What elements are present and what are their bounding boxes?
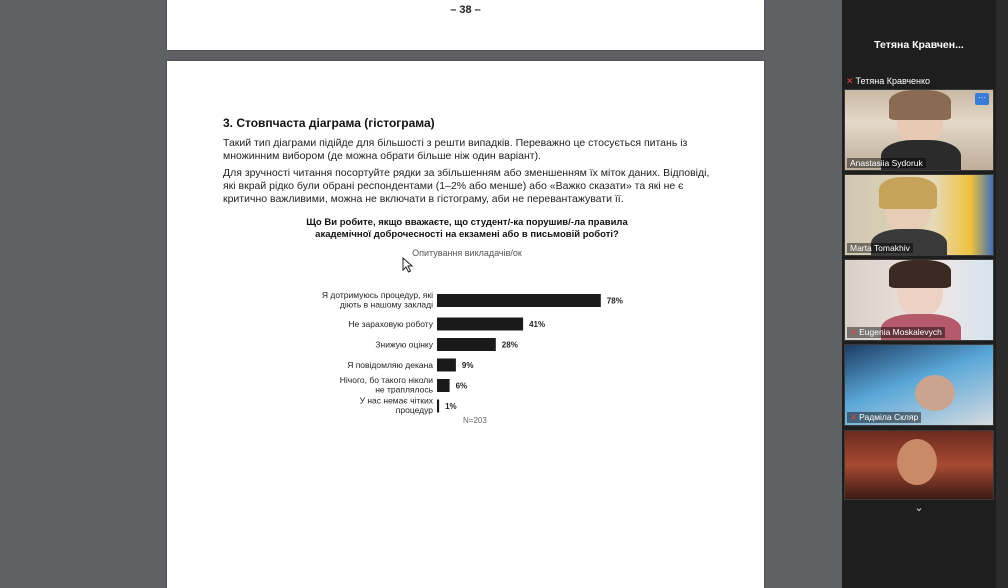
chart-subtitle: Опитування викладачів/ок [412, 248, 522, 258]
participant-tile[interactable] [844, 89, 994, 171]
bar-3 [437, 359, 456, 372]
mic-muted-icon: ✕ [850, 327, 858, 337]
more-options-button[interactable]: ··· [975, 93, 989, 105]
participant-tile[interactable] [844, 344, 994, 426]
chevron-down-icon[interactable]: ⌄ [914, 502, 924, 514]
value-label-3: 9% [461, 361, 474, 370]
paragraph-1: Такий тип діаграми підійде для більшості з решти випадків. Переважно це стосується питань із множинним вибором (де можна обрати більше ніж один варіант). [223, 137, 688, 162]
bar-1 [437, 318, 523, 331]
value-label-4: 6% [455, 381, 468, 391]
mouse-cursor-icon [402, 257, 414, 273]
active-speaker-name: Тетяна Кравчен... [874, 39, 964, 51]
participant-tile[interactable] [844, 174, 994, 256]
category-label-1: Не зараховую роботу [348, 319, 433, 329]
paragraph-2: Для зручності читання посортуйте рядки за збільшенням або зменшенням їх міток даних. Відповіді, які вкрай рідко були обрані респондентами (1–2% або менше) або «Важко сказати» та які не є критично важливими, можна не включати в гістограму, аби не перевантажувати її. [223, 167, 710, 205]
sample-size-note: N=203 [463, 416, 487, 425]
category-label-5: У нас немає чітких процедур [359, 395, 433, 415]
mic-muted-icon: ✕ [850, 412, 858, 422]
participant-name: Anastasiia Sydoruk [847, 158, 926, 168]
panel-scrollbar[interactable] [996, 0, 1008, 588]
chart-title: Що Ви робите, якщо вважаєте, що студент/-ка порушив/-ла правила академічної доброчесності на екзамені або в письмовій роботі? [306, 217, 628, 240]
category-label-2: Знижую оцінку [375, 339, 433, 350]
value-label-5: 1% [445, 402, 457, 411]
value-label-0: 78% [606, 296, 623, 306]
mic-muted-icon: ✕ [846, 76, 854, 86]
participant-name: ✕ Eugenia Moskalevych [847, 327, 945, 338]
document-page-previous [167, 0, 764, 50]
participants-panel [842, 0, 1008, 588]
document-page-current [167, 61, 764, 588]
value-label-1: 41% [529, 320, 546, 329]
current-speaker-label: ✕ Тетяна Кравченко [846, 76, 931, 86]
value-label-2: 28% [501, 340, 518, 350]
category-label-0: Я дотримуюсь процедур, які діють в нашому закладі [321, 290, 433, 310]
participant-tile[interactable] [844, 259, 994, 341]
participant-name: ✕ Радміла Скляр [847, 412, 921, 423]
bar-5 [437, 400, 439, 413]
category-label-4: Нічого, бо такого ніколи не траплялось [339, 375, 433, 395]
bar-2 [437, 338, 496, 351]
participant-name: Marta Tomakhiv [847, 243, 913, 253]
category-label-3: Я повідомляю декана [347, 360, 433, 370]
section-title: 3. Стовпчаста діаграма (гістограма) [223, 116, 435, 130]
bar-4 [437, 379, 450, 392]
bar-chart [167, 61, 764, 588]
page-number: – 38 – [450, 4, 481, 16]
bar-0 [437, 294, 601, 307]
participant-tile[interactable] [844, 430, 994, 500]
